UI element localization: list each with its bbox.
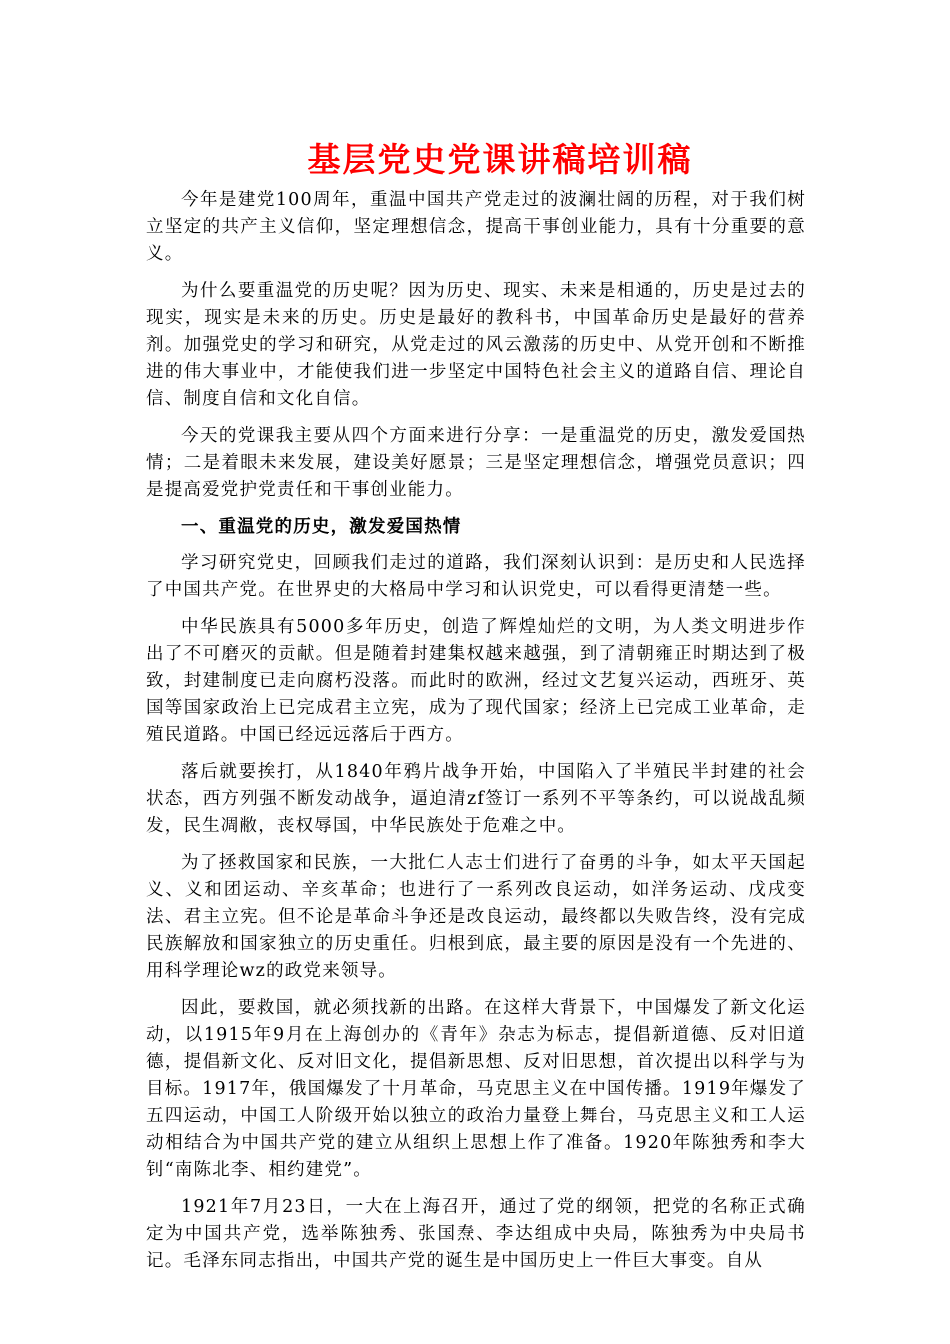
document-title: 基层党史党课讲稿培训稿	[307, 140, 693, 179]
section-heading: 一、重温党的历史，激发爱国热情	[181, 517, 462, 537]
paragraph-section-3: 落后就要挨打，从1840年鸦片战争开始，中国陷入了半殖民半封建的社会状态，西方列强不断发动战争，逼迫清zf签订一系列不平等条约，可以说战乱频发，民生凋敝，丧权辱国，中华民族处于危难之中。	[146, 762, 806, 836]
paragraph-section-4: 为了拯救国家和民族，一大批仁人志士们进行了奋勇的斗争，如太平天国起义、义和团运动、辛亥革命；也进行了一系列改良运动，如洋务运动、戊戌变法、君主立宪。但不论是革命斗争还是改良运动，最终都以失败告终，没有完成民族解放和国家独立的历史重任。归根到底，最主要的原因是没有一个先进的、用科学理论wz的政党来领导。	[146, 853, 806, 981]
paragraph-section-1: 学习研究党史，回顾我们走过的道路，我们深刻认识到：是历史和人民选择了中国共产党。在世界史的大格局中学习和认识党史，可以看得更清楚一些。	[146, 553, 806, 600]
paragraph-section-2: 中华民族具有5000多年历史，创造了辉煌灿烂的文明，为人类文明进步作出了不可磨灭的贡献。但是随着封建集权越来越强，到了清朝雍正时期达到了极致，封建制度已走向腐朽没落。而此时的欧洲，经过文艺复兴运动，西班牙、英国等国家政治上已完成君主立宪，成为了现代国家；经济上已完成工业革命，走殖民道路。中国已经远远落后于西方。	[146, 617, 806, 745]
paragraph-intro-3: 今天的党课我主要从四个方面来进行分享：一是重温党的历史，激发爱国热情；二是着眼未来发展，建设美好愿景；三是坚定理想信念，增强党员意识；四是提高爱党护党责任和干事创业能力。	[146, 426, 806, 500]
paragraph-intro-2: 为什么要重温党的历史呢？因为历史、现实、未来是相通的，历史是过去的现实，现实是未来的历史。历史是最好的教科书，中国革命历史是最好的营养剂。加强党史的学习和研究，从党走过的风云激荡的历史中、从党开创和不断推进的伟大事业中，才能使我们进一步坚定中国特色社会主义的道路自信、理论自信、制度自信和文化自信。	[146, 281, 806, 409]
paragraph-section-5: 因此，要救国，就必须找新的出路。在这样大背景下，中国爆发了新文化运动，以1915年9月在上海创办的《青年》杂志为标志，提倡新道德、反对旧道德，提倡新文化、反对旧文化，提倡新思想、反对旧思想，首次提出以科学与为目标。1917年，俄国爆发了十月革命，马克思主义在中国传播。1919年爆发了五四运动，中国工人阶级开始以独立的政治力量登上舞台，马克思主义和工人运动相结合为中国共产党的建立从组织上思想上作了准备。1920年陈独秀和李大钊“南陈北李、相约建党”。	[146, 998, 806, 1180]
paragraph-intro-1: 今年是建党100周年，重温中国共产党走过的波澜壮阔的历程，对于我们树立坚定的共产主义信仰，坚定理想信念，提高干事创业能力，具有十分重要的意义。	[146, 190, 806, 264]
document-body	[146, 187, 806, 1285]
paragraph-section-6: 1921年7月23日，一大在上海召开，通过了党的纲领，把党的名称正式确定为中国共产党，选举陈独秀、张国焘、李达组成中央局，陈独秀为中央局书记。毛泽东同志指出，中国共产党的诞生是中国历史上一件巨大事变。自从	[146, 1197, 806, 1271]
